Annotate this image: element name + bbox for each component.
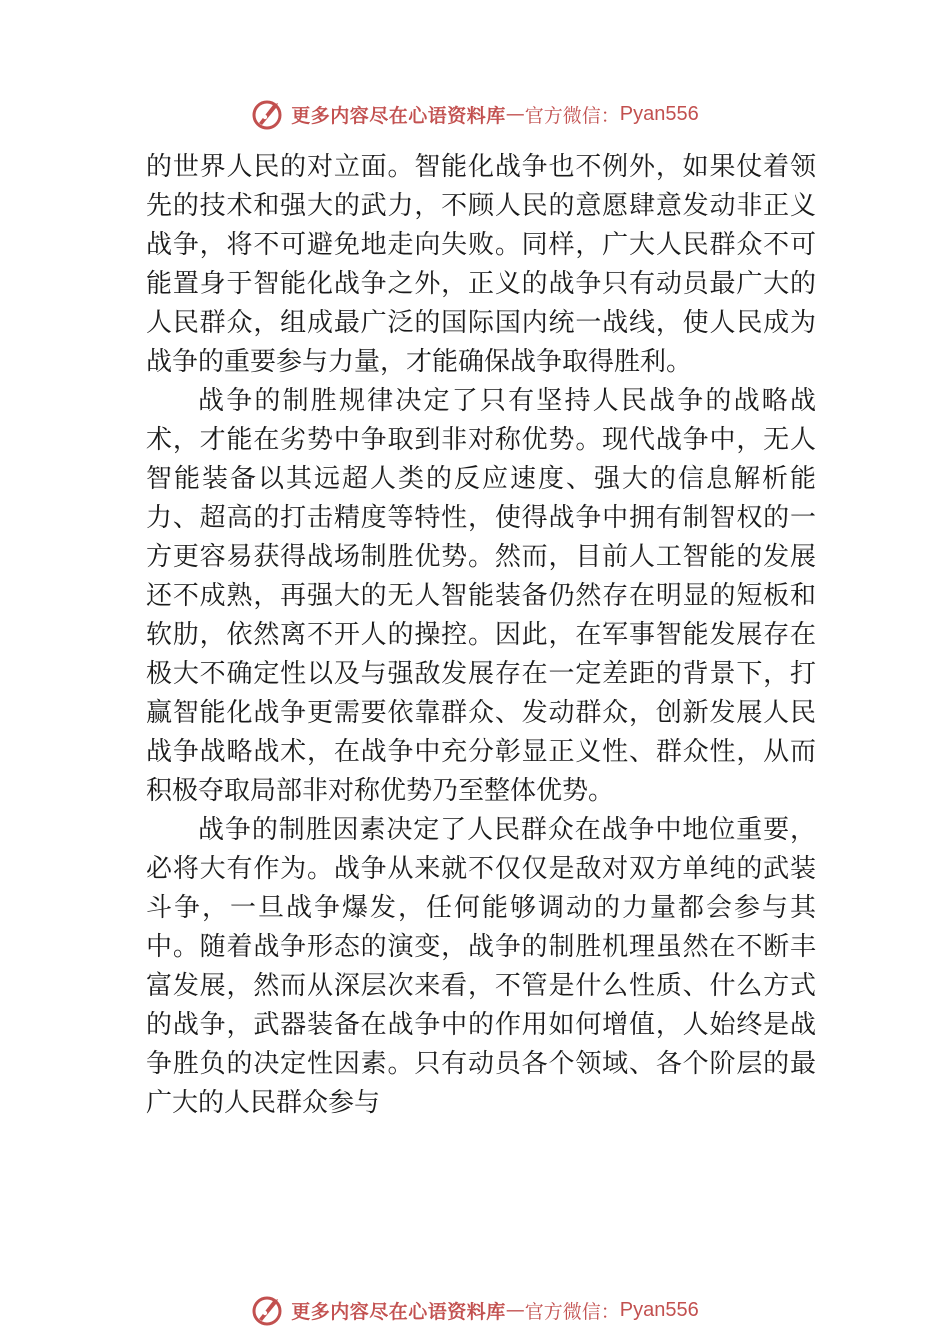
banner-wechat-label: 官方微信： [524, 1300, 620, 1323]
banner-wechat-id: Pyan556 [619, 102, 699, 125]
banner-separator: — [505, 1299, 525, 1321]
banner-main-text: 更多内容尽在心语资料库 [291, 1300, 506, 1323]
banner-wechat-label: 官方微信： [524, 104, 620, 127]
pen-nib-circle-icon [251, 97, 285, 131]
banner-separator: — [505, 103, 525, 125]
banner-main-text: 更多内容尽在心语资料库 [291, 104, 506, 127]
paragraph-3: 战争的制胜因素决定了人民群众在战争中地位重要，必将大有作为。战争从来就不仅仅是敌对双方单纯的武装斗争，一旦战争爆发，任何能够调动的力量都会参与其中。随着战争形态的演变，战争的制胜机理虽然在不断丰富发展，然而从深层次来看，不管是什么性质、什么方式的战争，武器装备在战争中的作用如何增值，人始终是战争胜负的决定性因素。只有动员各个领域、各个阶层的最广大的人民群众参与 [146, 815, 816, 1118]
footer-banner [0, 1290, 950, 1330]
document-body [146, 148, 816, 1123]
banner-wechat-id: Pyan556 [619, 1298, 699, 1321]
header-banner [0, 94, 950, 134]
paragraph-2: 战争的制胜规律决定了只有坚持人民战争的战略战术，才能在劣势中争取到非对称优势。现代战争中，无人智能装备以其远超人类的反应速度、强大的信息解析能力、超高的打击精度等特性，使得战争中拥有制智权的一方更容易获得战场制胜优势。然而，目前人工智能的发展还不成熟，再强大的无人智能装备仍然存在明显的短板和软肋，依然离不开人的操控。因此，在军事智能发展存在极大不确定性以及与强敌发展存在一定差距的背景下，打赢智能化战争更需要依靠群众、发动群众，创新发展人民战争战略战术，在战争中充分彰显正义性、群众性，从而积极夺取局部非对称优势乃至整体优势。 [146, 386, 816, 806]
paragraph-1: 的世界人民的对立面。智能化战争也不例外，如果仗着领先的技术和强大的武力，不顾人民的意愿肆意发动非正义战争，将不可避免地走向失败。同样，广大人民群众不可能置身于智能化战争之外，正义的战争只有动员最广大的人民群众，组成最广泛的国际国内统一战线，使人民成为战争的重要参与力量，才能确保战争取得胜利。 [146, 152, 816, 377]
pen-nib-circle-icon [251, 1293, 285, 1327]
